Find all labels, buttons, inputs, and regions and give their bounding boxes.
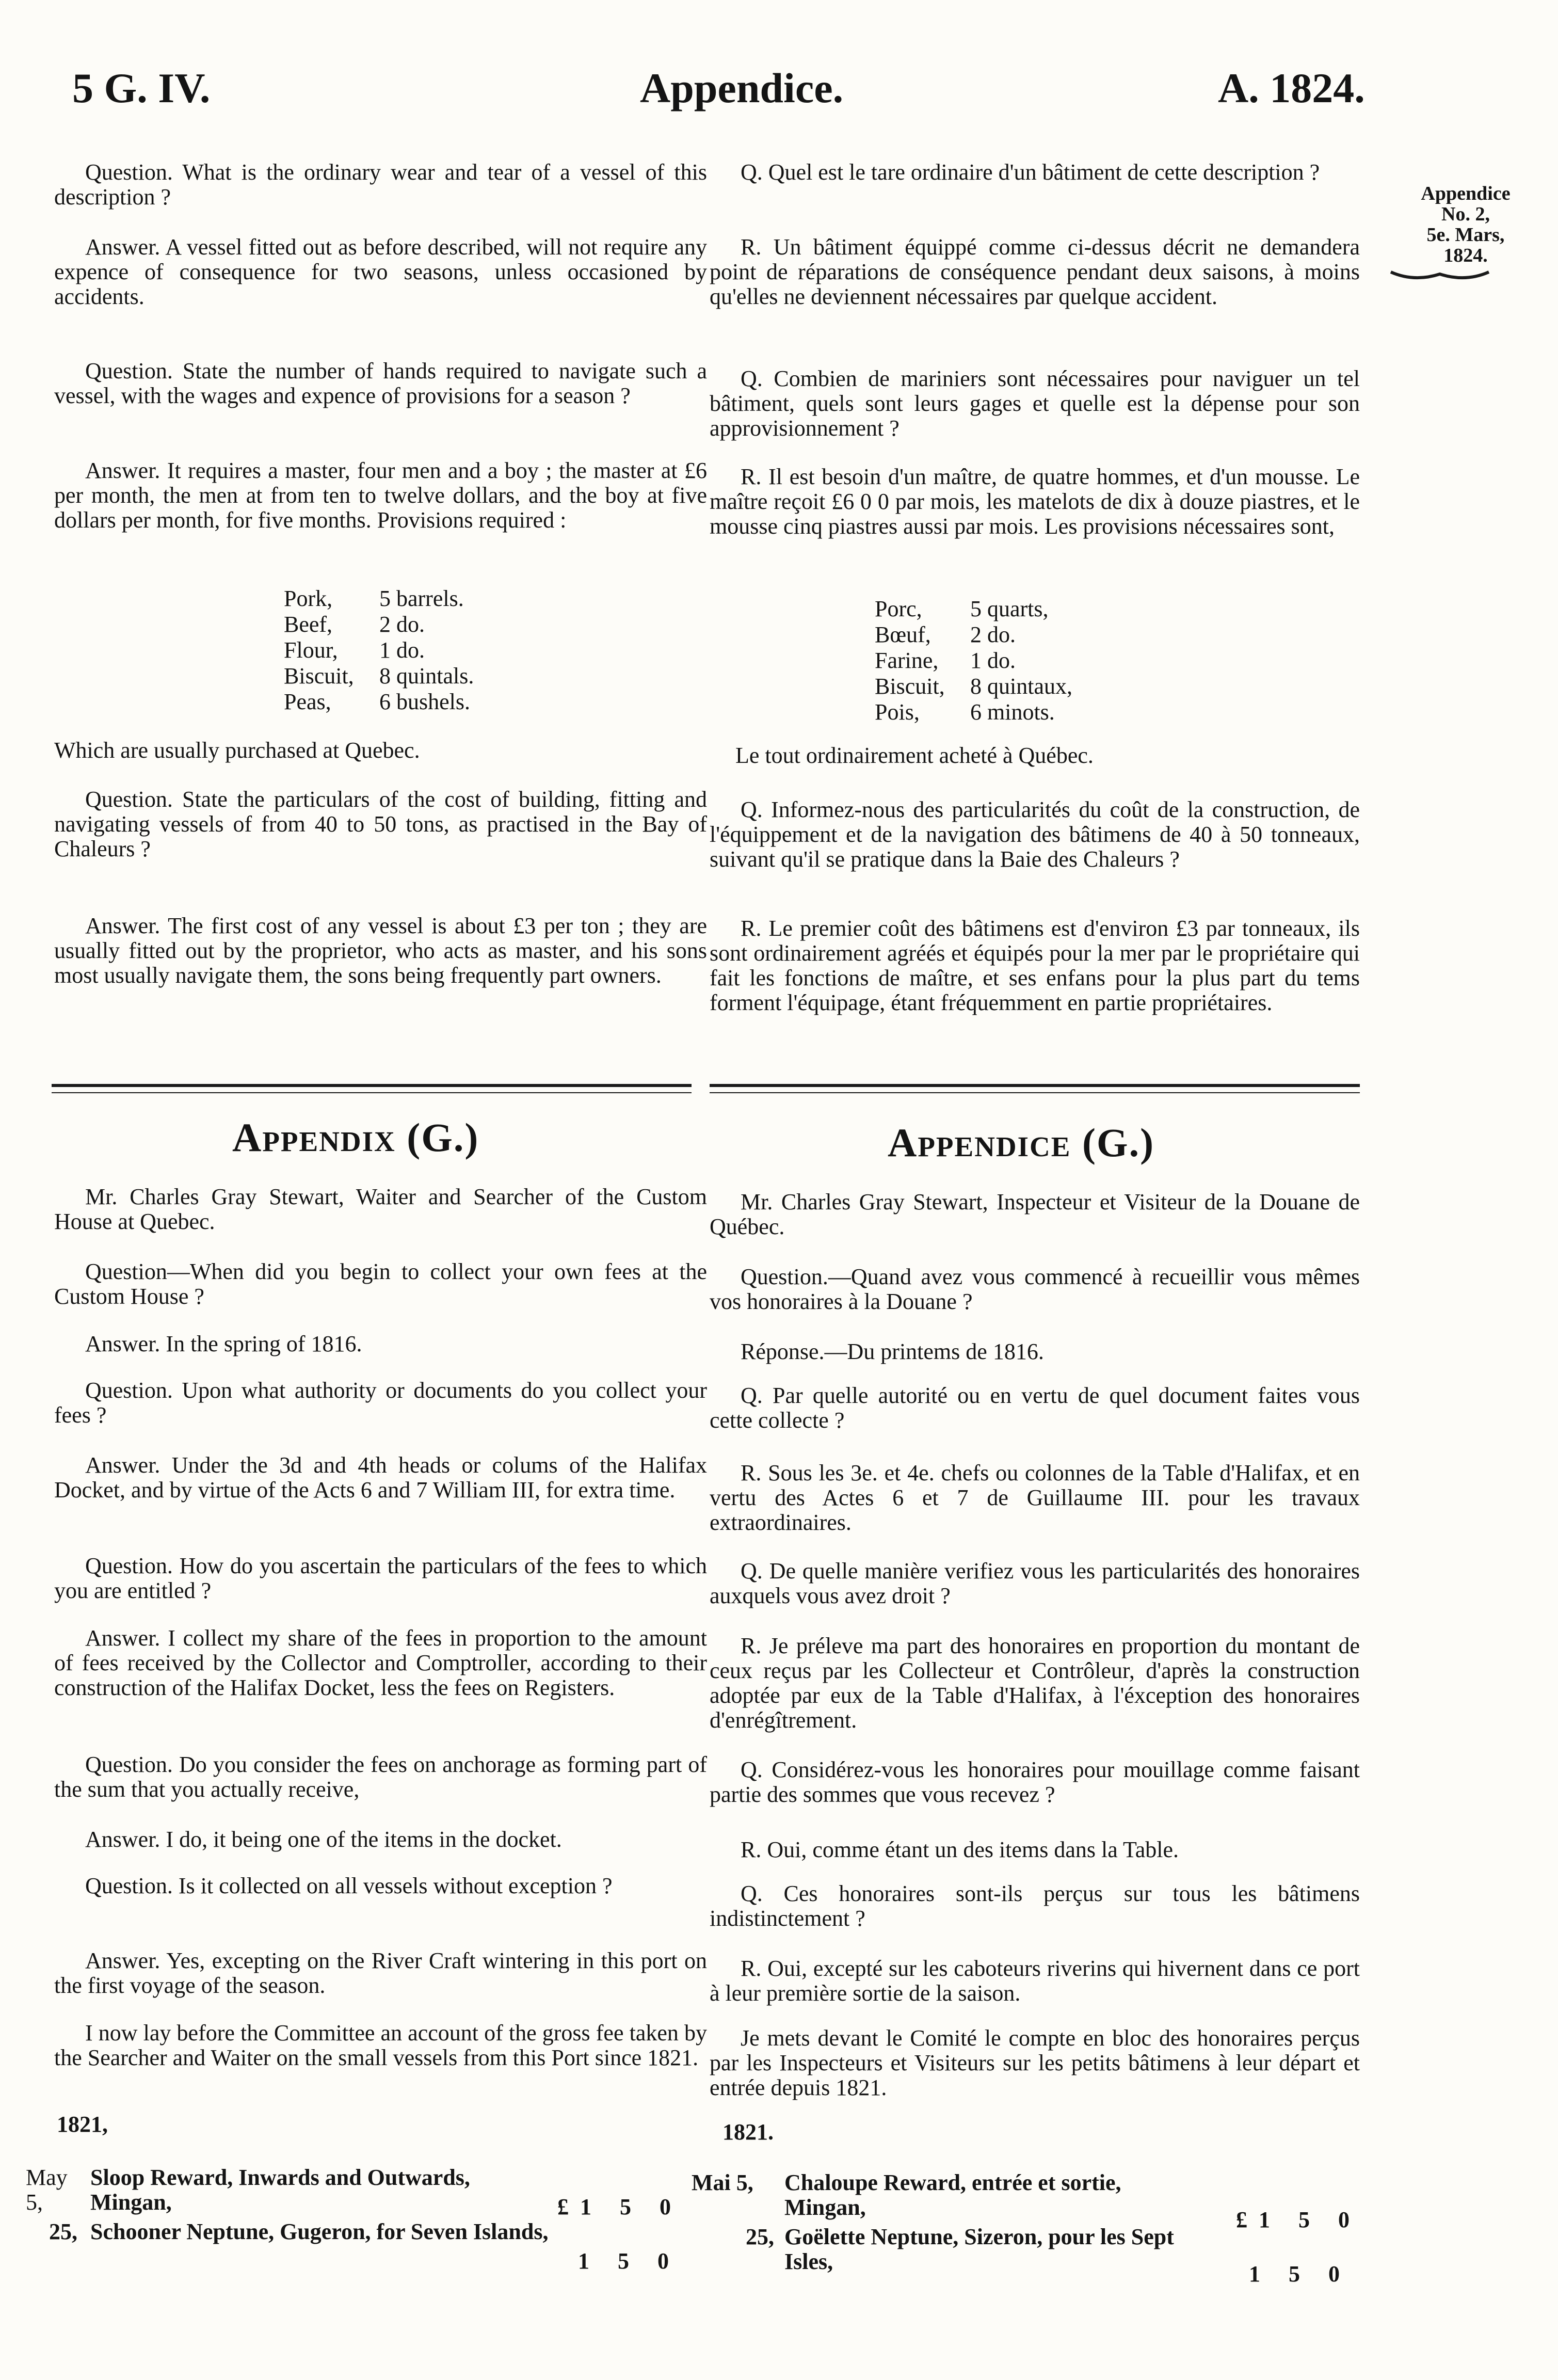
- entry-date: May 5,: [26, 2165, 68, 2215]
- entry-description: Sloop Reward, Inwards and Outwards, Mingan,: [90, 2165, 470, 2215]
- question: Question. Is it collected on all vessels without exception ?: [85, 1873, 613, 1898]
- provision-item: Beef,: [284, 612, 333, 637]
- provisions-list: [284, 586, 474, 715]
- entry-description: Schooner Neptune, Gugeron, for Seven Islands,: [90, 2219, 549, 2244]
- question: Q. Informez-nous des particularités du coût de la construction, de l'équippement et de la navigation des bâtimens de 40 à 50 tonneaux, suivant qu'il se pratique dans la Baie des Chaleurs ?: [710, 797, 1360, 872]
- question: Question.—Quand avez vous commencé à recueillir vous mêmes vos honoraires à la Douane ?: [710, 1264, 1360, 1314]
- question: Question. State the number of hands required to navigate such a vessel, with the wages and expence of provisions for a season ?: [54, 358, 707, 408]
- entry-date: Mai 5,: [692, 2170, 753, 2195]
- provision-row: [284, 612, 474, 637]
- question: Question. Upon what authority or documents do you collect your fees ?: [54, 1378, 707, 1428]
- provision-row: [284, 689, 474, 715]
- entry-date: 25,: [746, 2224, 774, 2249]
- answer: Answer. In the spring of 1816.: [85, 1331, 362, 1356]
- provision-row: [875, 699, 1072, 725]
- question: Question. What is the ordinary wear and tear of a vessel of this description ?: [54, 159, 707, 210]
- answer: Answer. I do, it being one of the items in the docket.: [85, 1827, 562, 1852]
- entry-amount: £1 5 0: [1236, 2207, 1361, 2232]
- account-statement: I now lay before the Committee an account of the gross fee taken by the Searcher and Waiter on the small vessels from this Port since 1821.: [54, 2020, 707, 2070]
- provision-item: Bœuf,: [875, 622, 931, 647]
- answer: R. Sous les 3e. et 4e. chefs ou colonnes de la Table d'Halifax, et en vertu des Actes 6 et 7 de Guillaume III. pour les travaux extraordinaires.: [710, 1460, 1360, 1535]
- entry-amount: £1 5 0: [557, 2194, 682, 2219]
- provision-qty: 6 minots.: [970, 699, 1055, 725]
- answer: R. Il est besoin d'un maître, de quatre hommes, et d'un mousse. Le maître reçoit £6 0 0 par mois, les matelots de dix à douze piastres, et le mousse cinq piastres aussi par mois. Les provisions nécessaires sont,: [710, 464, 1360, 539]
- question: Q. Combien de mariniers sont nécessaires pour naviguer un tel bâtiment, quels sont leurs gages et quelle est la dépense pour son approvisionnement ?: [710, 366, 1360, 441]
- question: Q. De quelle manière verifiez vous les particularités des honoraires auxquels vous avez droit ?: [710, 1558, 1360, 1608]
- provision-item: Biscuit,: [875, 674, 945, 699]
- answer: R. Oui, excepté sur les caboteurs riverins qui hivernent dans ce port à leur première sortie de la saison.: [710, 1956, 1360, 2006]
- question: Question. How do you ascertain the particulars of the fees to which you are entitled ?: [54, 1553, 707, 1603]
- answer: R. Oui, comme étant un des items dans la Table.: [741, 1837, 1179, 1862]
- margin-note: [1388, 183, 1543, 283]
- question: Q. Quel est le tare ordinaire d'un bâtiment de cette description ?: [741, 159, 1320, 185]
- provisions-list: [875, 596, 1072, 725]
- provision-qty: 5 quarts,: [970, 596, 1049, 621]
- provision-item: Pork,: [284, 586, 333, 611]
- provision-item: Porc,: [875, 596, 922, 621]
- provision-item: Pois,: [875, 699, 920, 725]
- answer: R. Le premier coût des bâtimens est d'environ £3 par tonneaux, ils sont ordinairement agréés et équipés pour la mer par le propriétaire qui fait les fonctions de maître, et ses enfans pour la plus part du tems forment l'équipage, étant fréquemment en partie propriétaires.: [710, 916, 1360, 1015]
- section-divider: [710, 1084, 1360, 1093]
- answer: Answer. I collect my share of the fees in proportion to the amount of fees received by the Collector and Comptroller, according to their construction of the Halifax Docket, less the fees on Registers.: [54, 1625, 707, 1700]
- question: Q. Par quelle autorité ou en vertu de quel document faites vous cette collecte ?: [710, 1383, 1360, 1433]
- margin-note-line: 5e. Mars,: [1426, 224, 1505, 246]
- section-divider: [52, 1084, 692, 1093]
- answer: Answer. Under the 3d and 4th heads or colums of the Halifax Docket, and by virtue of the Acts 6 and 7 William III, for extra time.: [54, 1452, 707, 1503]
- provision-row: [875, 596, 1072, 622]
- provision-qty: 2 do.: [379, 612, 425, 637]
- session-label: 5 G. IV.: [72, 65, 211, 111]
- question: Question. State the particulars of the cost of building, fitting and navigating vessels of from 40 to 50 tons, as practised in the Bay of Chaleurs ?: [54, 787, 707, 861]
- entry-amount: 1 5 0: [1249, 2261, 1351, 2287]
- page-title: Appendice.: [640, 65, 844, 111]
- provision-item: Farine,: [875, 648, 939, 673]
- answer: Réponse.—Du printems de 1816.: [741, 1339, 1044, 1364]
- answer: Answer. The first cost of any vessel is about £3 per ton ; they are usually fitted out by the proprietor, who acts as master, and his sons most usually navigate them, the sons being frequently part owners.: [54, 913, 707, 988]
- answer: Answer. Yes, excepting on the River Craft wintering in this port on the first voyage of the season.: [54, 1948, 707, 1998]
- witness-intro: Mr. Charles Gray Stewart, Waiter and Searcher of the Custom House at Quebec.: [54, 1184, 707, 1234]
- appendix-g-title: Appendix (G.): [232, 1115, 479, 1160]
- provision-qty: 8 quintaux,: [970, 674, 1072, 699]
- provision-qty: 1 do.: [379, 637, 425, 663]
- answer: Answer. It requires a master, four men and a boy ; the master at £6 per month, the men at from ten to twelve dollars, and the boy at five dollars per month, for five months. Provisions required :: [54, 458, 707, 533]
- provision-row: [875, 648, 1072, 674]
- provision-qty: 6 bushels.: [379, 689, 470, 714]
- year-label: A. 1824.: [1218, 65, 1365, 111]
- answer: R. Je préleve ma part des honoraires en proportion du montant de ceux reçus par les Collecteur et Contrôleur, d'après la construction adoptée par eux de la Table d'Halifax, à l'éxception des honoraires d'enrégîtrement.: [710, 1633, 1360, 1733]
- provision-qty: 2 do.: [970, 622, 1016, 647]
- provision-qty: 1 do.: [970, 648, 1016, 673]
- entry-date: 25,: [49, 2219, 77, 2244]
- purchased-note: Which are usually purchased at Quebec.: [54, 738, 420, 763]
- account-year: 1821,: [57, 2112, 108, 2137]
- margin-note-line: Appendice: [1421, 183, 1511, 204]
- entry-amount: 1 5 0: [578, 2248, 680, 2274]
- provision-qty: 5 barrels.: [379, 586, 464, 611]
- question: Question—When did you begin to collect your own fees at the Custom House ?: [54, 1259, 707, 1309]
- provision-item: Peas,: [284, 689, 331, 714]
- provision-item: Flour,: [284, 637, 338, 663]
- answer: Answer. A vessel fitted out as before described, will not require any expence of consequence for two seasons, unless occasioned by accidents.: [54, 234, 707, 309]
- purchased-note: Le tout ordinairement acheté à Québec.: [735, 743, 1094, 768]
- question: Q. Considérez-vous les honoraires pour mouillage comme faisant partie des sommes que vous recevez ?: [710, 1757, 1360, 1807]
- question: Question. Do you consider the fees on anchorage as forming part of the sum that you actually receive,: [54, 1752, 707, 1802]
- entry-description: Goëlette Neptune, Sizeron, pour les Sept Isles,: [784, 2224, 1174, 2274]
- provision-row: [284, 586, 474, 612]
- brace-ornament: [1388, 268, 1491, 283]
- provision-row: [284, 663, 474, 689]
- provision-row: [875, 622, 1072, 648]
- provision-item: Biscuit,: [284, 663, 354, 689]
- provision-qty: 8 quintals.: [379, 663, 474, 689]
- appendice-g-title: Appendice (G.): [888, 1120, 1155, 1165]
- provision-row: [284, 637, 474, 663]
- question: Q. Ces honoraires sont-ils perçus sur tous les bâtimens indistinctement ?: [710, 1881, 1360, 1931]
- account-statement: Je mets devant le Comité le compte en bloc des honoraires perçus par les Inspecteurs et Visiteurs sur les petits bâtimens à leur départ et entrée depuis 1821.: [710, 2025, 1360, 2100]
- answer: R. Un bâtiment équippé comme ci-dessus décrit ne demandera point de réparations de conséquence pendant deux saisons, à moins qu'elles ne deviennent nécessaires par quelque accident.: [710, 234, 1360, 309]
- witness-intro: Mr. Charles Gray Stewart, Inspecteur et Visiteur de la Douane de Québec.: [710, 1189, 1360, 1239]
- account-year: 1821.: [722, 2119, 774, 2145]
- margin-note-line: No. 2,: [1441, 203, 1490, 225]
- provision-row: [875, 674, 1072, 699]
- entry-description: Chaloupe Reward, entrée et sortie, Mingan,: [784, 2170, 1121, 2220]
- margin-note-line: 1824.: [1443, 245, 1488, 266]
